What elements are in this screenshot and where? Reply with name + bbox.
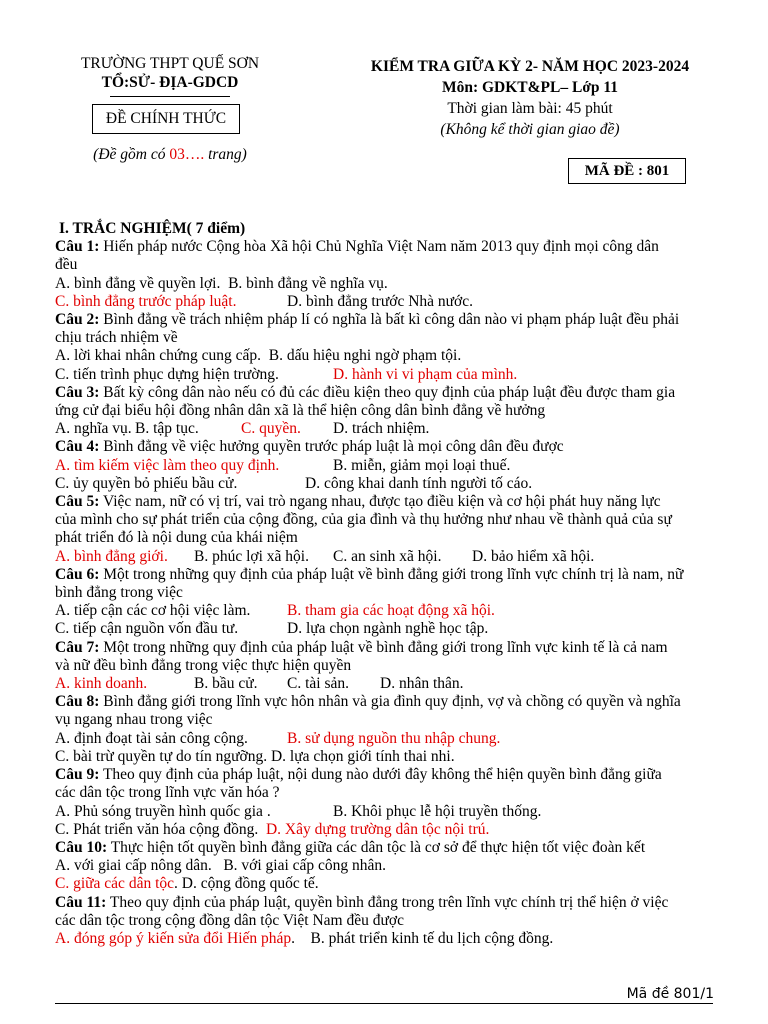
options-row [55, 857, 685, 875]
question-6: Câu 6: Một trong những quy định của pháp luật về bình đẳng giới trong lĩnh vực chính trị là nam, nữ bình đẳng trong việc [55, 565, 684, 602]
options-row [55, 730, 685, 748]
question-3: Câu 3: Bất kỳ công dân nào nếu có đủ các điều kiện theo quy định của pháp luật đều được tham gia ứng cử đại biểu hội đồng nhân dân xã là thể hiện công dân bình đẳng về hưởng [55, 383, 676, 420]
options-row [55, 821, 685, 839]
option-d: D. cộng đồng quốc tế. [181, 875, 319, 893]
option-b: B. miễn, giảm mọi loại thuế. [333, 456, 511, 474]
option-b: B. Khôi phục lễ hội truyền thống. [333, 802, 542, 820]
option-b: B. phát triển kinh tế du lịch cộng đồng. [310, 929, 554, 947]
options-row [55, 275, 685, 293]
option-d-answer: D. hành vi vi phạm của mình. [333, 365, 518, 383]
option-c-answer: C. bình đẳng trước pháp luật. [55, 292, 237, 310]
option-b: B. bầu cử. [194, 675, 258, 693]
question-4: Câu 4: Bình đẳng về việc hưởng quyền trước pháp luật là mọi công dân đều được [55, 438, 564, 456]
option-c: C. tài sản. [287, 675, 349, 693]
exam-duration-note: (Không kể thời gian giao đề) [440, 121, 620, 138]
option-a: A. với giai cấp nông dân. [55, 857, 212, 875]
option-c: C. an sinh xã hội. [333, 547, 442, 565]
exam-title: KIỂM TRA GIỮA KỲ 2- NĂM HỌC 2023-2024 [370, 58, 690, 75]
option-a: A. định đoạt tài sản công cộng. [55, 729, 248, 747]
exam-subject: Môn: GDKT&PL– Lớp 11 [441, 79, 619, 96]
options-row [55, 475, 685, 493]
school-header [40, 54, 300, 97]
option-b: B. dấu hiệu nghi ngờ phạm tội. [268, 347, 462, 365]
option-c: C. tiếp cận nguồn vốn đầu tư. [55, 620, 239, 638]
option-a-answer: A. kinh doanh. [55, 675, 148, 693]
option-a: A. tiếp cận các cơ hội việc làm. [55, 602, 251, 620]
option-b: B. phúc lợi xã hội. [194, 547, 309, 565]
option-c: C. bài trừ quyền tự do tín ngưỡng. [55, 747, 268, 765]
question-8: Câu 8: Bình đẳng giới trong lĩnh vực hôn nhân và gia đình quy định, vợ và chồng có quyền và nghĩa vụ ngang nhau trong việc [55, 693, 681, 729]
question-5: Câu 5: Việc nam, nữ có vị trí, vai trò ngang nhau, được tạo điều kiện và cơ hội phát huy năng lực của mình cho sự phát triển của cộng đồng, của gia đình và thụ hưởng như nhau về thành quả của sự phát triển đó là nội dung của khái niệm [55, 493, 672, 547]
option-a: A. bình đẳng về quyền lợi. [55, 274, 221, 292]
option-d-answer: D. Xây dựng trường dân tộc nội trú. [265, 820, 490, 838]
exam-header [310, 56, 750, 140]
option-d: D. bình đẳng trước Nhà nước. [287, 292, 473, 310]
option-c: C. ủy quyền bỏ phiếu bầu cử. [55, 474, 238, 492]
question-11: Câu 11: Theo quy định của pháp luật, quyền bình đẳng trong trên lĩnh vực chính trị thể hiện ở việc các dân tộc trong cộng đồng dân tộc Việt Nam đều được [55, 893, 669, 929]
option-a: A. nghĩa vụ. [55, 420, 132, 438]
official-label-box: ĐỀ CHÍNH THỨC [92, 104, 240, 134]
question-1: Câu 1: Hiến pháp nước Cộng hòa Xã hội Chủ Nghĩa Việt Nam năm 2013 quy định mọi công dân đều [55, 238, 659, 274]
exam-duration: Thời gian làm bài: 45 phút [447, 100, 613, 117]
option-b-answer: B. sử dụng nguồn thu nhập chung. [287, 729, 501, 747]
options-row: C. giữa các dân tộc. D. cộng đồng quốc tế. [55, 875, 319, 893]
option-b: B. tập tục. [135, 420, 199, 438]
options-row [55, 420, 685, 438]
option-d: D. công khai danh tính người tố cáo. [305, 474, 533, 492]
options-row [55, 293, 685, 311]
options-row [55, 803, 685, 821]
options-row [55, 602, 685, 620]
options-row [55, 457, 685, 475]
question-7: Câu 7: Một trong những quy định của pháp luật về bình đẳng giới trong lĩnh vực kinh tế là cả nam và nữ đều bình đẳng trong việc thực hiện quyền [55, 638, 668, 674]
option-c: C. tiến trình phục dựng hiện trường. [55, 365, 279, 383]
option-d: D. trách nhiệm. [333, 420, 430, 438]
department-name: TỔ:SỬ- ĐỊA-GDCD [101, 74, 239, 91]
page-count-number: 03…. [169, 146, 205, 163]
option-c: C. Phát triển văn hóa cộng đồng. [55, 820, 259, 838]
options-row [55, 548, 685, 566]
school-name: TRƯỜNG THPT QUẾ SƠN [80, 55, 260, 72]
options-row [55, 675, 685, 693]
page-count: (Đề gồm có 03…. trang) [93, 146, 247, 163]
department-underline [110, 96, 230, 97]
option-a: A. Phủ sóng truyền hình quốc gia . [55, 802, 271, 820]
page-footer: Mã đề 801/1 [626, 986, 714, 1002]
question-2: Câu 2: Bình đẳng về trách nhiệm pháp lí có nghĩa là bất kì công dân nào vi phạm pháp luật đều phải chịu trách nhiệm về [55, 311, 680, 347]
option-d: D. lựa chọn ngành nghề học tập. [287, 620, 489, 638]
option-a-answer: A. bình đẳng giới. [55, 547, 168, 565]
option-d: D. lựa chọn giới tính thai nhi. [270, 747, 455, 765]
exam-code-box: MÃ ĐỀ : 801 [568, 158, 686, 184]
options-row [55, 620, 685, 638]
option-d: D. bảo hiểm xã hội. [472, 547, 595, 565]
option-a-answer: A. tìm kiếm việc làm theo quy định. [55, 456, 280, 474]
question-10: Câu 10: Thực hiện tốt quyền bình đẳng giữa các dân tộc là cơ sở để thực hiện tốt việc đoàn kết [55, 838, 646, 856]
option-c-answer: C. giữa các dân tộc [55, 875, 175, 893]
option-c-answer: C. quyền. [241, 420, 301, 438]
options-row [55, 347, 685, 365]
option-b: B. bình đẳng về nghĩa vụ. [228, 274, 388, 292]
section-title: I. TRẮC NGHIỆM( 7 điểm) [59, 220, 246, 237]
option-b-answer: B. tham gia các hoạt động xã hội. [287, 602, 495, 620]
options-row: A. đóng góp ý kiến sửa đổi Hiến pháp. B. phát triển kinh tế du lịch cộng đồng. [55, 929, 554, 947]
footer-rule [55, 1003, 713, 1004]
question-9: Câu 9: Theo quy định của pháp luật, nội dung nào dưới đây không thể hiện quyền bình đẳng giữa các dân tộc trong lĩnh vực văn hóa ? [55, 766, 662, 802]
options-row [55, 748, 685, 766]
options-row [55, 366, 685, 384]
option-a: A. lời khai nhân chứng cung cấp. [55, 347, 261, 365]
option-a-answer: A. đóng góp ý kiến sửa đổi Hiến pháp [55, 929, 292, 947]
option-b: B. với giai cấp công nhân. [223, 857, 387, 875]
option-d: D. nhân thân. [380, 675, 464, 693]
question-list [55, 220, 685, 948]
